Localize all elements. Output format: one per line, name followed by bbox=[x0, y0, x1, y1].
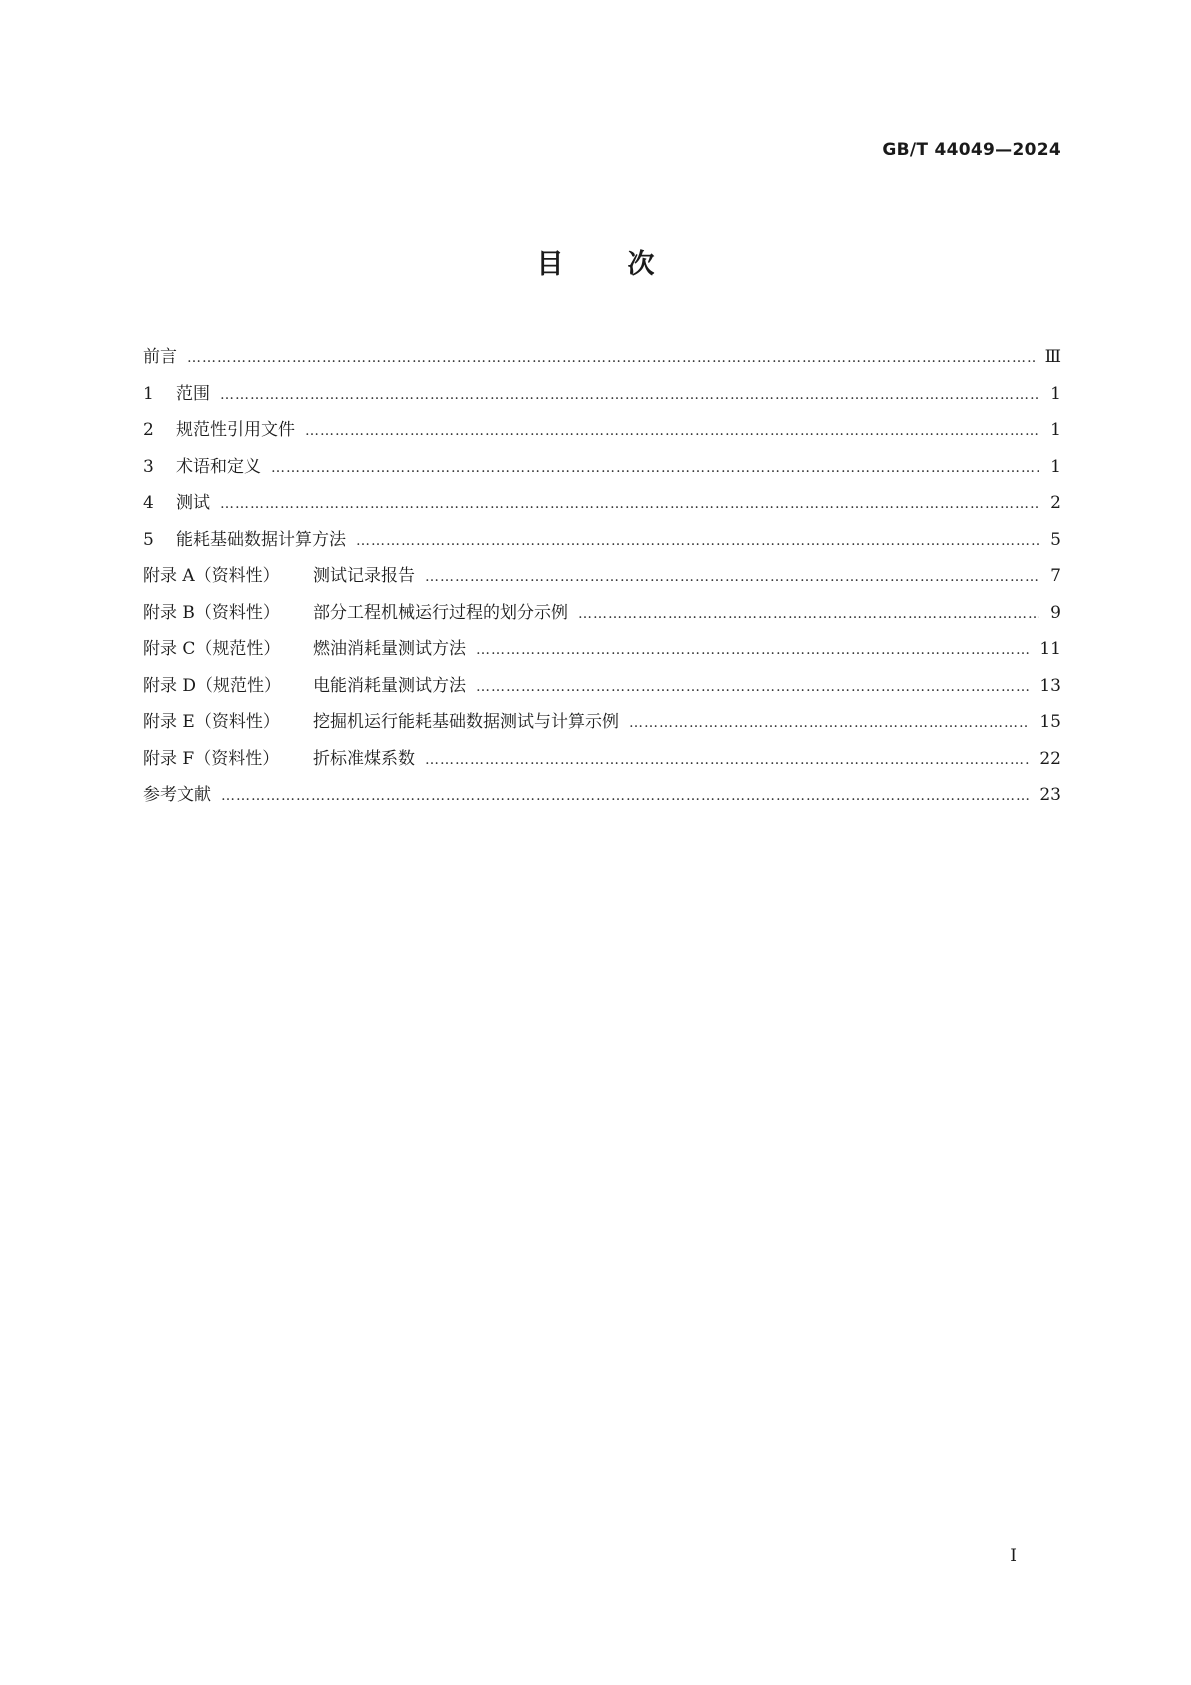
toc-entry-label: 范围 bbox=[176, 383, 210, 404]
toc-leader-dots bbox=[271, 450, 1039, 487]
toc-entry-label-wrap bbox=[143, 704, 619, 741]
toc-entry-label-wrap bbox=[143, 668, 466, 705]
toc-entry-label-wrap bbox=[143, 777, 211, 814]
toc-leader-dots bbox=[629, 705, 1029, 742]
toc-entry-annex-a[interactable] bbox=[143, 558, 1061, 595]
toc-entry-number: 1 bbox=[143, 383, 154, 404]
toc-entry-page: Ⅲ bbox=[1044, 347, 1061, 367]
toc-entry-page: 11 bbox=[1039, 639, 1061, 659]
toc-entry-label: 电能消耗量测试方法 bbox=[313, 675, 466, 696]
toc-entry-terms[interactable] bbox=[143, 449, 1061, 486]
toc-entry-foreword[interactable] bbox=[143, 339, 1061, 376]
toc-leader-dots bbox=[221, 778, 1029, 815]
toc-entry-label-wrap bbox=[143, 522, 346, 559]
toc-entry-page: 1 bbox=[1050, 420, 1061, 440]
toc-leader-dots bbox=[220, 377, 1039, 414]
toc-annex-designation: 附录 D（规范性） bbox=[143, 675, 282, 696]
toc-annex-designation: 附录 A（资料性） bbox=[143, 566, 280, 586]
toc-entry-page: 22 bbox=[1039, 748, 1061, 769]
toc-leader-dots bbox=[476, 669, 1029, 706]
toc-entry-scope[interactable] bbox=[143, 376, 1061, 413]
page-number: I bbox=[1010, 1546, 1017, 1566]
toc-entry-label: 术语和定义 bbox=[176, 456, 261, 477]
toc-leader-dots bbox=[425, 559, 1039, 596]
toc-entry-label-wrap bbox=[143, 595, 568, 632]
toc-entry-label-wrap bbox=[143, 376, 210, 413]
standard-code: GB/T 44049—2024 bbox=[882, 140, 1061, 160]
toc-entry-page: 23 bbox=[1039, 785, 1061, 805]
toc-entry-label: 部分工程机械运行过程的划分示例 bbox=[313, 602, 568, 623]
toc-entry-label: 能耗基础数据计算方法 bbox=[176, 529, 346, 550]
toc-entry-label: 测试记录报告 bbox=[313, 566, 415, 586]
toc-entry-page: 2 bbox=[1050, 493, 1061, 513]
toc-entry-page: 5 bbox=[1050, 529, 1061, 550]
toc-entry-number: 4 bbox=[143, 493, 154, 513]
toc-title: 目次 bbox=[536, 249, 719, 280]
toc-annex-designation: 附录 C（规范性） bbox=[143, 639, 281, 659]
toc-leader-dots bbox=[476, 632, 1029, 669]
toc-entry-page: 15 bbox=[1039, 712, 1061, 732]
toc-entry-label: 燃油消耗量测试方法 bbox=[313, 639, 466, 659]
toc-entry-bibliography[interactable] bbox=[143, 777, 1061, 814]
toc-entry-annex-d[interactable] bbox=[143, 668, 1061, 705]
toc-entry-label-wrap bbox=[143, 485, 210, 522]
toc-entry-label: 前言 bbox=[143, 347, 177, 367]
toc-entry-page: 13 bbox=[1039, 675, 1061, 696]
toc-annex-designation: 附录 E（资料性） bbox=[143, 712, 280, 732]
toc-entry-calculation-method[interactable] bbox=[143, 522, 1061, 559]
toc-leader-dots bbox=[305, 413, 1039, 450]
toc-entry-annex-b[interactable] bbox=[143, 595, 1061, 632]
toc-entry-label-wrap bbox=[143, 412, 295, 449]
toc-annex-designation: 附录 B（资料性） bbox=[143, 602, 280, 623]
toc-entry-label-wrap bbox=[143, 631, 466, 668]
toc-entry-number: 5 bbox=[143, 529, 154, 550]
toc-entry-normative-references[interactable] bbox=[143, 412, 1061, 449]
toc-entry-label-wrap bbox=[143, 741, 415, 778]
toc-entry-page: 7 bbox=[1050, 566, 1061, 586]
toc-entry-label: 规范性引用文件 bbox=[176, 420, 295, 440]
toc-entry-label: 测试 bbox=[176, 493, 210, 513]
toc-leader-dots bbox=[578, 596, 1039, 633]
toc-leader-dots bbox=[220, 486, 1039, 523]
toc-leader-dots bbox=[187, 340, 1035, 377]
toc-entry-page: 1 bbox=[1050, 383, 1061, 404]
toc-leader-dots bbox=[425, 742, 1029, 779]
toc-entry-number: 3 bbox=[143, 456, 154, 477]
toc-entry-label-wrap bbox=[143, 339, 177, 376]
toc-entry-label: 参考文献 bbox=[143, 785, 211, 805]
toc-annex-designation: 附录 F（资料性） bbox=[143, 748, 280, 769]
toc-entry-page: 1 bbox=[1050, 456, 1061, 477]
toc-entry-label: 折标准煤系数 bbox=[313, 748, 415, 769]
toc-entry-testing[interactable] bbox=[143, 485, 1061, 522]
toc-entry-number: 2 bbox=[143, 420, 154, 440]
toc-entry-annex-c[interactable] bbox=[143, 631, 1061, 668]
toc-entry-annex-f[interactable] bbox=[143, 741, 1061, 778]
toc-entry-annex-e[interactable] bbox=[143, 704, 1061, 741]
toc-entry-label-wrap bbox=[143, 558, 415, 595]
toc-entry-label-wrap bbox=[143, 449, 261, 486]
table-of-contents bbox=[143, 339, 1061, 814]
toc-entry-page: 9 bbox=[1050, 602, 1061, 623]
toc-entry-label: 挖掘机运行能耗基础数据测试与计算示例 bbox=[313, 712, 619, 732]
toc-leader-dots bbox=[356, 523, 1039, 560]
